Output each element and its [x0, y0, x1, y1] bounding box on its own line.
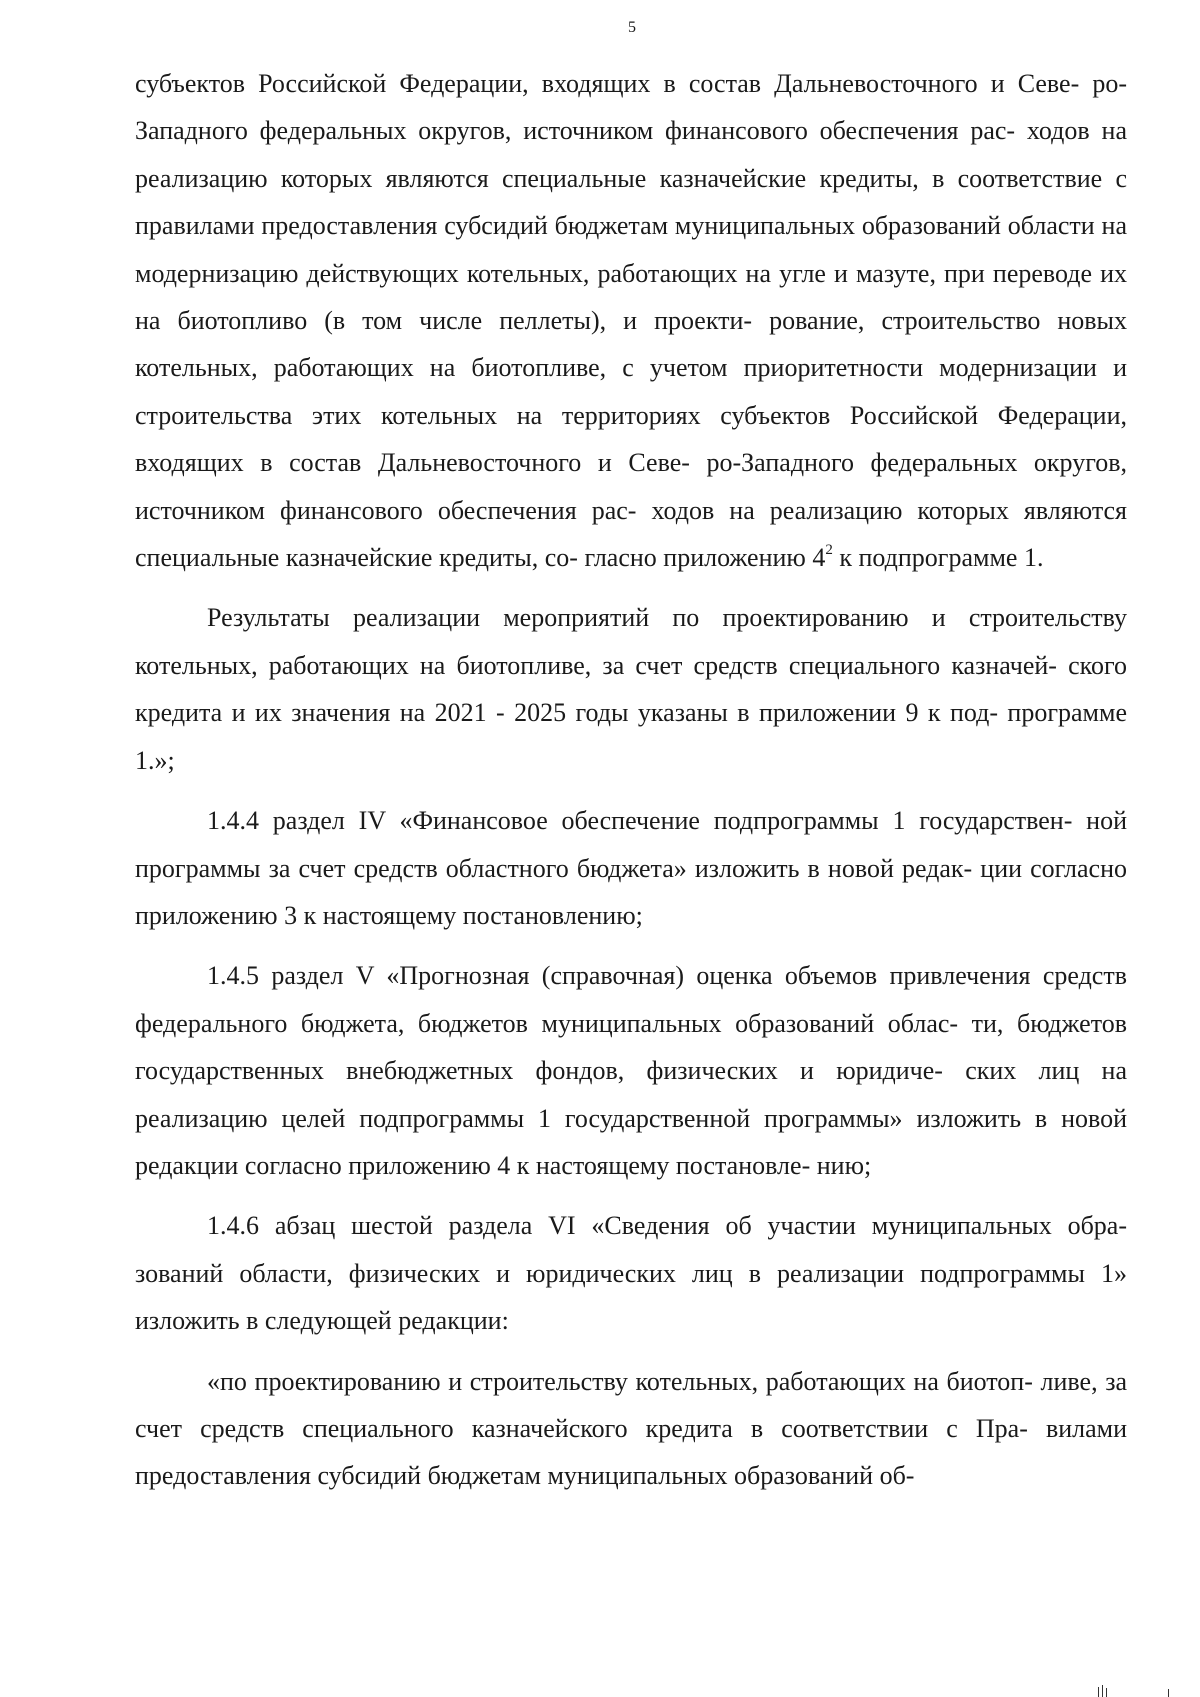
text-line: ского кредита и их значения на 2021 - 2025 годы указаны в приложении 9 к под-: [135, 650, 1127, 728]
paragraph-3: [135, 797, 1127, 939]
paragraph-1: [135, 60, 1127, 581]
text-line: ро-Западного федеральных округов, источником финансового обеспечения рас-: [135, 69, 1128, 146]
document-body: [135, 60, 1127, 1500]
text-line: ро-Западного федеральных округов, источником финансового обеспечения рас-: [135, 448, 1128, 525]
text-line: Результаты реализации мероприятий по проектированию и строительству: [207, 603, 1127, 633]
text-line: ной программы за счет средств областного бюджета» изложить в новой редак-: [135, 806, 1127, 883]
paragraph-4: [135, 952, 1127, 1189]
scan-edge-marks: [1098, 1683, 1188, 1697]
text-line: угле и мазуте, при переводе их на биотопливо (в том числе пеллеты), и проекти-: [135, 258, 1127, 336]
text-line: ти, бюджетов государственных внебюджетных фондов, физических и юридиче-: [135, 1008, 1128, 1086]
text-line: 1.4.5 раздел V «Прогнозная (справочная) оценка объемов привлечения: [207, 961, 1031, 991]
text-line: ских лиц на реализацию целей подпрограммы 1 государственной программы»: [135, 1056, 1127, 1133]
text-line: соответствие с правилами предоставления субсидий бюджетам муниципальных: [135, 163, 1127, 241]
text-line: ходов на реализацию которых являются специальные казначейские кредиты, в: [135, 116, 1127, 193]
scan-mark: [1168, 1689, 1169, 1697]
paragraph-5: [135, 1202, 1127, 1344]
text-line: средств федерального бюджета, бюджетов муниципальных образований облас-: [135, 961, 1127, 1038]
text-line: программе 1.»;: [135, 698, 1127, 775]
text-line: ходов на реализацию которых являются специальные казначейские кредиты, со-: [135, 495, 1128, 573]
text-line: 1» изложить в следующей редакции:: [135, 1258, 1128, 1336]
text-line: субъектов Российской Федерации, входящих в состав Дальневосточного и Севе-: [135, 400, 1127, 478]
text-fragment: к подпрограмме 1.: [832, 543, 1044, 573]
text-line: нию;: [816, 1150, 872, 1180]
text-line: ции согласно приложению 3 к настоящему постановлению;: [135, 853, 1127, 930]
text-line: зований области, физических и юридических лиц в реализации подпрограммы: [135, 1258, 1085, 1288]
text-line: 1.4.4 раздел IV «Финансовое обеспечение подпрограммы 1 государствен-: [207, 806, 1073, 836]
page-number: 5: [628, 19, 636, 36]
text-line: изложить в новой редакции согласно приложению 4 к настоящему постановле-: [135, 1103, 1128, 1180]
text-line: образований области на модернизацию действующих котельных, работающих на: [135, 211, 1127, 288]
text-line: рование, строительство новых котельных, работающих на биотопливе, с учетом: [135, 306, 1127, 383]
text-line: «по проектированию и строительству котельных, работающих на биотоп-: [207, 1366, 1033, 1396]
text-line: вилами предоставления субсидий бюджетам муниципальных образований об-: [135, 1413, 1128, 1491]
text-line: ливе, за счет средств специального казначейского кредита в соответствии с Пра-: [135, 1366, 1128, 1443]
text-line: приоритетности модернизации и строительства этих котельных на территориях: [135, 353, 1127, 430]
text-line: [584, 543, 1043, 572]
scan-mark: [1106, 1688, 1107, 1697]
paragraph-6: [135, 1358, 1127, 1500]
text-line: субъектов Российской Федерации, входящих в состав Дальневосточного и Севе-: [135, 69, 1080, 98]
paragraph-2: [135, 594, 1127, 784]
scan-mark: [1098, 1687, 1099, 1697]
scan-mark: [1102, 1685, 1103, 1697]
text-line: 1.4.6 абзац шестой раздела VI «Сведения об участии муниципальных обра-: [207, 1211, 1127, 1241]
text-fragment: гласно приложению 4: [584, 543, 826, 573]
superscript: 2: [825, 542, 833, 559]
text-line: котельных, работающих на биотопливе, за счет средств специального казначей-: [135, 650, 1057, 680]
